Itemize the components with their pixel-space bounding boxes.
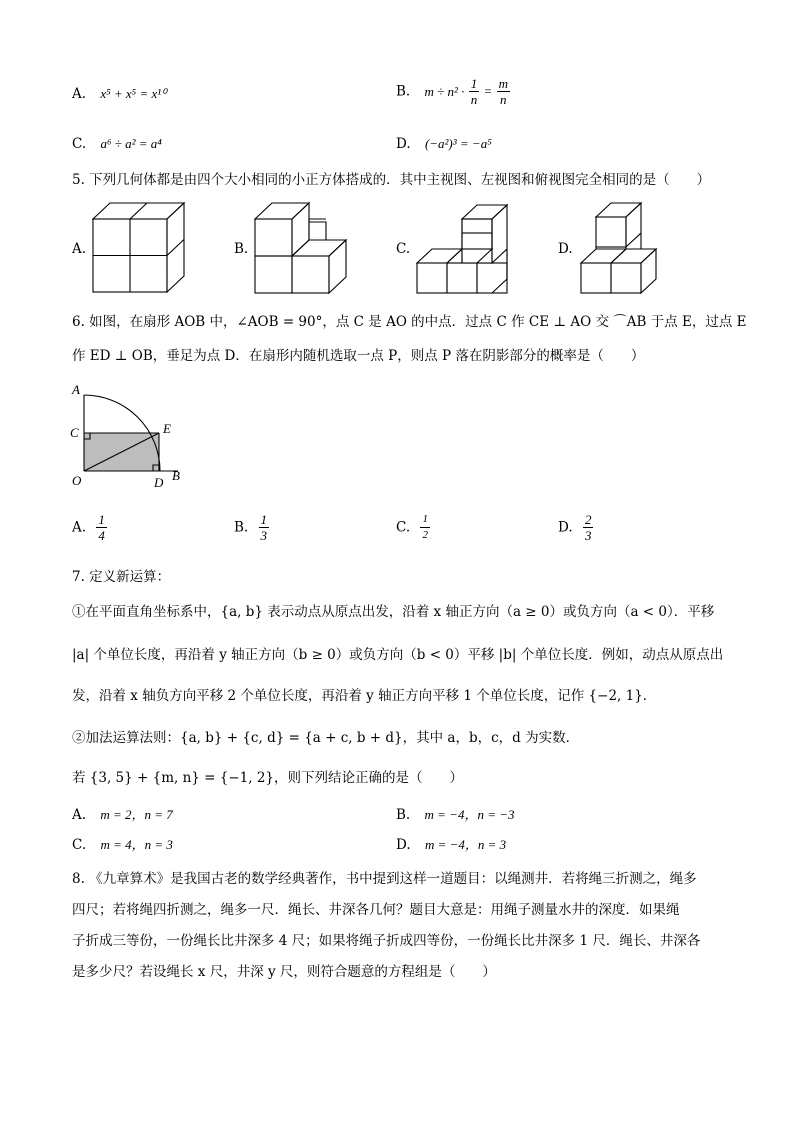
option-label: D.	[396, 136, 411, 152]
q4-c-expression: a⁶ ÷ a² = a⁴	[100, 136, 162, 151]
option-label: A.	[72, 807, 87, 823]
q5-cube-figures	[0, 0, 794, 300]
q8-line-2: 四尺；若将绳四折测之，绳多一尺．绳长、井深各几何？题目大意是：用绳子测量水井的深度．如果绳	[72, 902, 680, 918]
q7-option-d	[396, 837, 506, 853]
numerator: 1	[470, 76, 478, 91]
point-a-label: A	[72, 382, 80, 397]
option-label: B.	[234, 519, 249, 536]
option-label: B.	[396, 807, 411, 823]
option-label: B.	[396, 83, 411, 100]
q5-figure-c	[417, 205, 507, 293]
q6-b-fraction	[259, 512, 270, 543]
option-text: m = −4，n = −3	[424, 807, 515, 822]
q6-stem-line-2: 作 ED ⊥ OB，垂足为点 D．在扇形内随机选取一点 P，则点 P 落在阴影部分的概率是（ ）	[72, 348, 645, 364]
q8-line-1: 8. 《九章算术》是我国古老的数学经典著作，书中提到这样一道题目：以绳测井．若将绳三折测之，绳多	[72, 871, 697, 887]
q7-option-b	[396, 807, 515, 823]
q7-rule2: ②加法运算法则：{a, b} + {c, d} = {a + c, b + d}，其中 a，b，c，d 为实数．	[72, 730, 580, 746]
option-label: C.	[72, 837, 87, 853]
q6-c-fraction	[420, 512, 430, 543]
option-text: m = 4，n = 3	[100, 837, 173, 852]
option-label: C.	[396, 519, 411, 536]
q6-option-b	[234, 512, 269, 543]
denominator: n	[500, 92, 507, 107]
q7-condition: 若 {3, 5} + {m, n} = {−1, 2}，则下列结论正确的是（ ）	[72, 770, 464, 786]
point-d-label: D	[154, 475, 164, 490]
q5-option-d-label: D.	[558, 241, 573, 257]
point-e-label: E	[163, 421, 171, 436]
q8-line-4: 是多少尺？若设绳长 x 尺，井深 y 尺，则符合题意的方程组是（ ）	[72, 964, 496, 980]
q6-option-d	[558, 512, 593, 543]
numerator: 2	[584, 512, 592, 527]
q6-d-fraction	[583, 512, 594, 543]
option-label: D.	[558, 519, 573, 536]
numerator: m	[498, 76, 508, 91]
q6-a-fraction	[96, 512, 107, 543]
q7-title: 7. 定义新运算：	[72, 569, 171, 585]
numerator: 1	[420, 512, 430, 528]
q5-figure-a	[93, 203, 184, 292]
q7-rule1-line-3: 发，沿着 x 轴负方向平移 2 个单位长度，再沿着 y 轴正方向平移 1 个单位长度，记作 {−2, 1}．	[72, 688, 657, 704]
numerator: 1	[260, 512, 268, 527]
denominator: 2	[422, 529, 428, 541]
option-text: m = −4，n = 3	[424, 837, 507, 852]
option-label: C.	[72, 136, 87, 152]
q5-figure-d	[581, 203, 656, 293]
q6-option-c	[396, 512, 430, 543]
q4-a-expression: x⁵ + x⁵ = x¹⁰	[100, 86, 167, 101]
option-label: A.	[72, 519, 87, 536]
q5-option-b-label: B.	[234, 241, 249, 257]
q5-option-a-label: A.	[72, 241, 87, 257]
q7-rule1-line-1: ①在平面直角坐标系中，{a, b} 表示动点从原点出发，沿着 x 轴正方向（a ≥ 0）或负方向（a < 0）．平移	[72, 604, 715, 620]
q8-line-3: 子折成三等份，一份绳长比井深多 4 尺；如果将绳子折成四等份，一份绳长比井深多 1 尺．绳长、井深各	[72, 933, 701, 949]
option-label: A.	[72, 86, 87, 102]
option-label: D.	[396, 837, 411, 853]
denominator: 4	[98, 528, 105, 543]
q5-figure-b	[255, 203, 346, 293]
q4-b-lhs: m ÷ n² ·	[424, 83, 465, 99]
q7-rule1-line-2: |a| 个单位长度，再沿着 y 轴正方向（b ≥ 0）或负方向（b < 0）平移 |b| 个单位长度．例如，动点从原点出	[72, 647, 724, 663]
q6-stem-line-1: 6. 如图，在扇形 AOB 中，∠AOB = 90°，点 C 是 AO 的中点．过点 C 作 CE ⊥ AO 交 ⌒AB 于点 E，过点 E	[72, 314, 747, 330]
equals-sign: =	[483, 83, 493, 99]
q4-d-expression: (−a²)³ = −a⁵	[424, 136, 492, 151]
denominator: n	[470, 92, 478, 107]
q7-option-c	[72, 837, 173, 853]
q5-stem: 5. 下列几何体都是由四个大小相同的小正方体搭成的．其中主视图、左视图和俯视图完全相同的是（ ）	[72, 172, 711, 188]
numerator: 1	[98, 512, 105, 527]
point-o-label: O	[72, 473, 82, 488]
q5-option-c-label: C.	[396, 241, 411, 257]
denominator: 3	[584, 528, 592, 543]
option-text: m = 2，n = 7	[100, 807, 173, 822]
denominator: 3	[260, 528, 268, 543]
q6-sector-figure	[60, 378, 200, 496]
point-c-label: C	[70, 425, 79, 440]
q6-option-a	[72, 512, 107, 543]
point-b-label: B	[172, 468, 180, 483]
q7-option-a	[72, 807, 173, 823]
